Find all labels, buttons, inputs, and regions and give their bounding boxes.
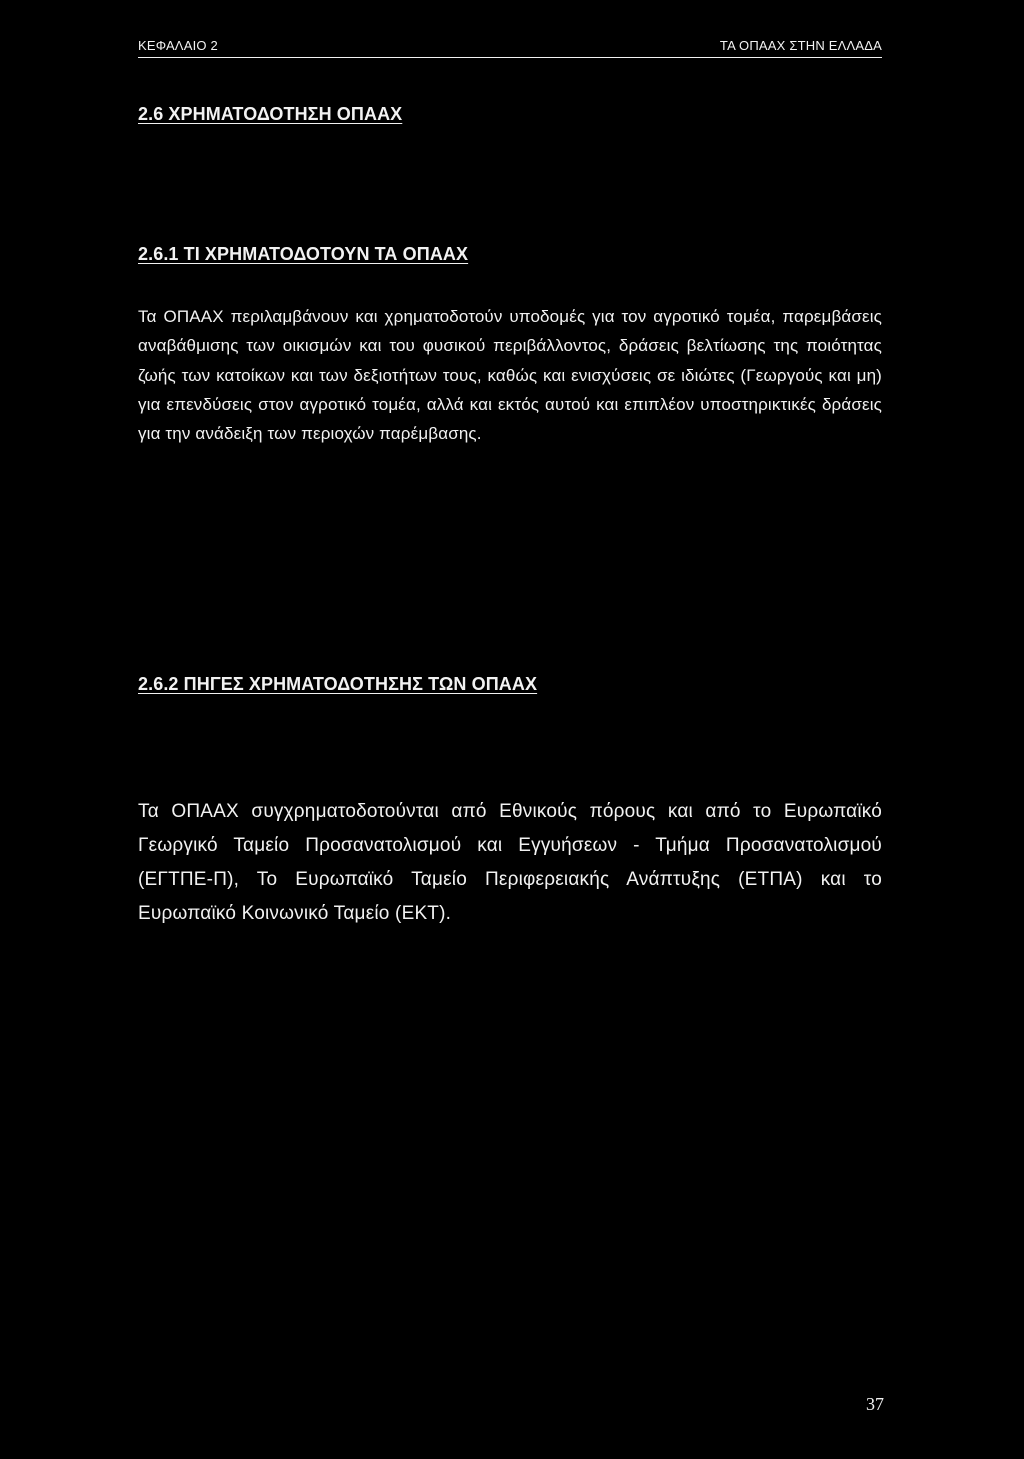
- subsection-heading-2: 2.6.2 ΠΗΓΕΣ ΧΡΗΜΑΤΟΔΟΤΗΣΗΣ ΤΩΝ ΟΠΑΑΧ: [138, 674, 538, 694]
- header-section-title: ΤΑ ΟΠΑΑΧ ΣΤΗΝ ΕΛΛΑΔΑ: [719, 38, 882, 53]
- section-heading: 2.6 ΧΡΗΜΑΤΟΔΟΤΗΣΗ ΟΠΑΑΧ: [138, 104, 403, 124]
- header-chapter: ΚΕΦΑΛΑΙΟ 2: [138, 38, 218, 53]
- subsection-heading-1: 2.6.1 ΤΙ ΧΡΗΜΑΤΟΔΟΤΟΥΝ ΤΑ ΟΠΑΑΧ: [138, 244, 469, 264]
- page-number: 37: [866, 1394, 884, 1414]
- running-header: [138, 37, 882, 58]
- subsection-body-1: Τα ΟΠΑΑΧ περιλαμβάνουν και χρηματοδοτούν υποδομές για τον αγροτικό τομέα, παρεμβάσεις αναβάθμισης των οικισμών και του φυσικού περιβάλλοντος, δράσεις βελτίωσης της ποιότητας ζωής των κατοίκων και των δεξιοτήτων τους, καθώς και ενισχύσεις σε ιδιώτες (Γεωργούς και μη) για επενδύσεις στον αγροτικό τομέα, αλλά και εκτός αυτού και επιπλέον υποστηρικτικές δράσεις για την ανάδειξη των περιοχών παρέμβασης.: [138, 307, 882, 444]
- subsection-body-2: Τα ΟΠΑΑΧ συγχρηματοδοτούνται από Εθνικούς πόρους και από το Ευρωπαϊκό Γεωργικό Ταμείο Προσανατολισμού και Εγγυήσεων - Τμήμα Προσανατολισμού (ΕΓΤΠΕ-Π), Το Ευρωπαϊκό Ταμείο Περιφερειακής Ανάπτυξης (ΕΤΠΑ) και το Ευρωπαϊκό Κοινωνικό Ταμείο (ΕΚΤ).: [138, 801, 882, 924]
